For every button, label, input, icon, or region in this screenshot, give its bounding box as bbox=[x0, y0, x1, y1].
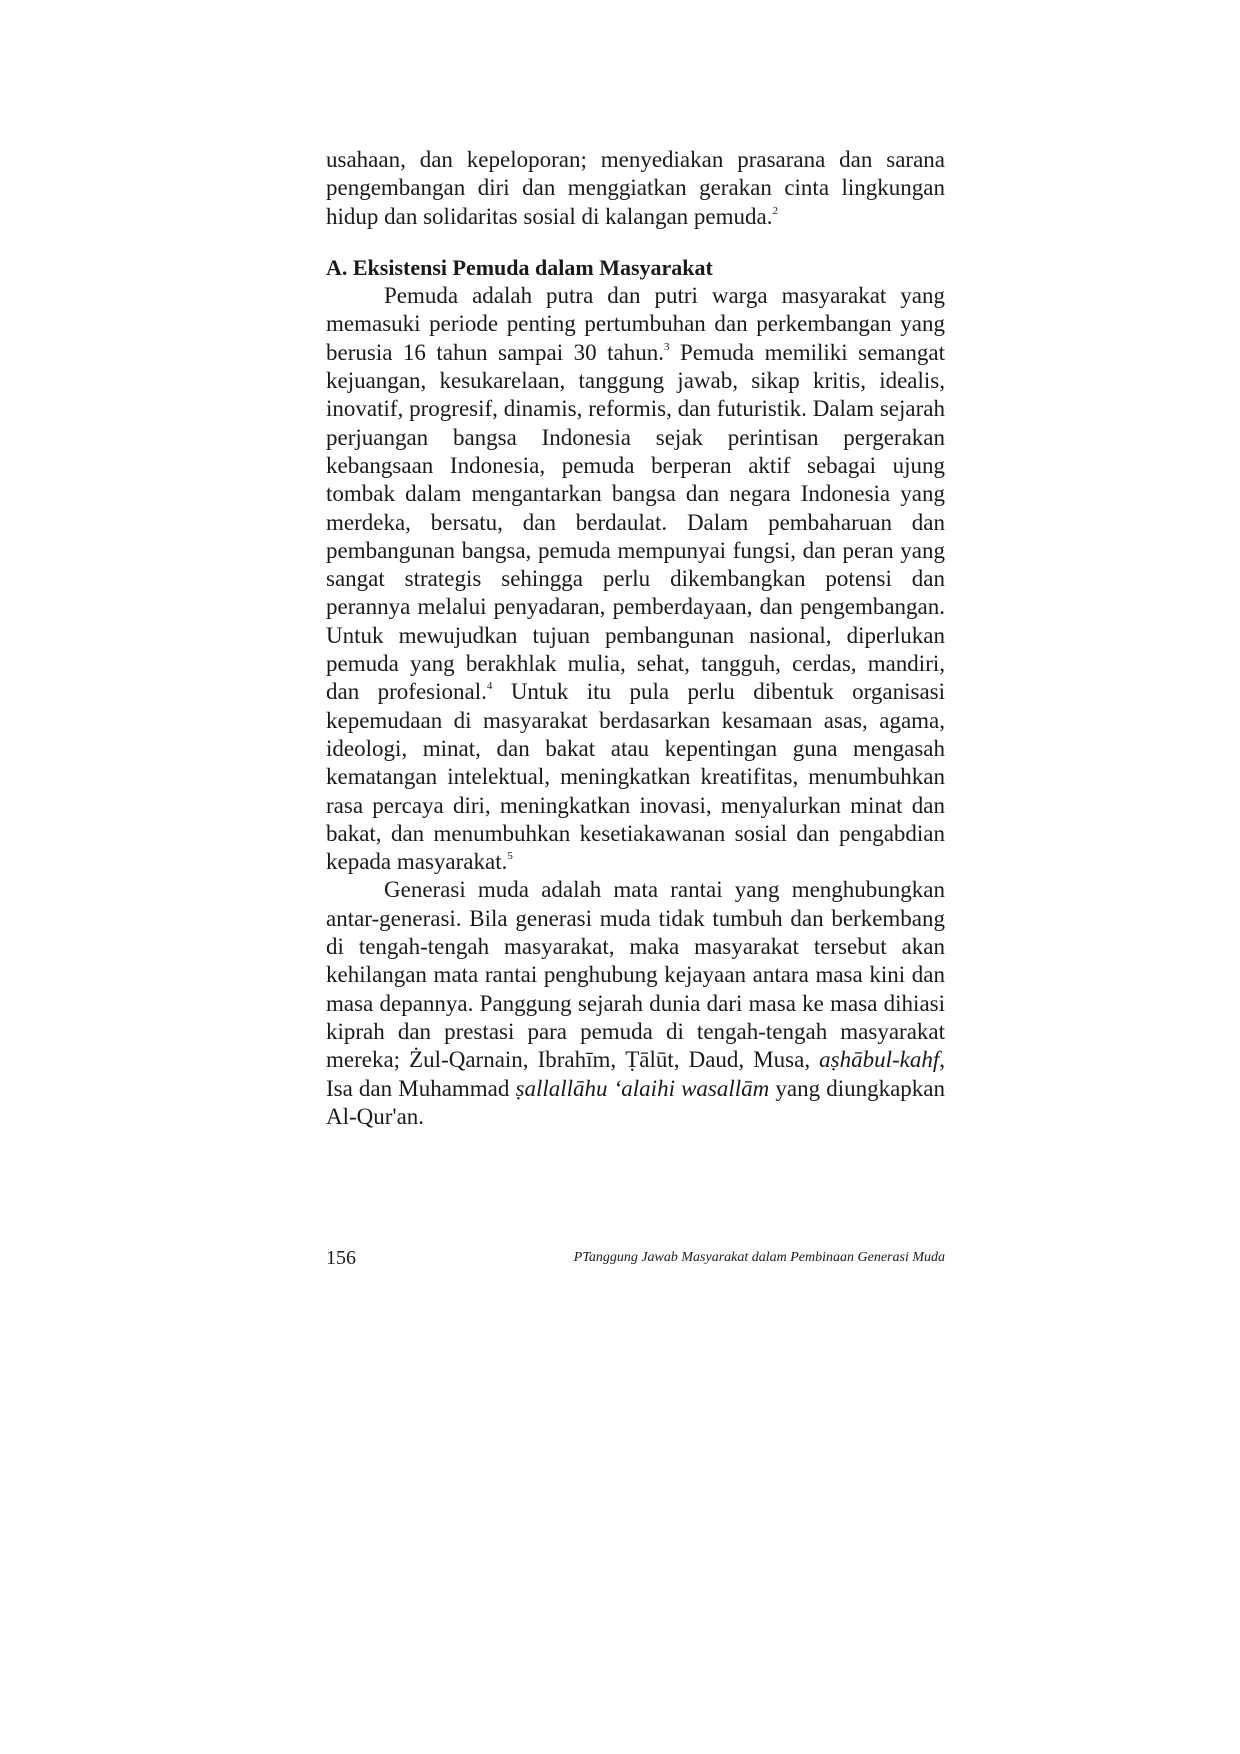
page-footer bbox=[326, 1247, 945, 1271]
footnote-ref-3[interactable]: 3 bbox=[664, 340, 670, 353]
italic-term-sallallahu: ṣallallāhu ‘alaihi wasallām bbox=[515, 1075, 770, 1101]
running-head: PTanggung Jawab Masyarakat dalam Pembinaan Generasi Muda bbox=[573, 1250, 945, 1265]
paragraph-generasi-seg1: Generasi muda adalah mata rantai yang menghubungkan antar-generasi. Bila generasi muda tidak tumbuh dan berkembang di tengah-tengah masyarakat, maka masyarakat tersebut akan kehilangan mata rantai penghubung kejayaan antara masa kini dan masa depannya. Panggung sejarah dunia dari masa ke masa dihiasi kiprah dan prestasi para pemuda di tengah-tengah masyarakat mereka; Żul-Qarnain, Ibrahīm, Ṭālūt, Daud, Musa, bbox=[326, 877, 945, 1073]
footnote-ref-2[interactable]: 2 bbox=[772, 204, 778, 217]
paragraph-pemuda-seg1: Pemuda adalah putra dan putri warga masyarakat yang memasuki periode penting pertumbuhan dan perkembangan yang berusia 16 tahun sampai 30 tahun. bbox=[326, 283, 945, 365]
section-heading: A. Eksistensi Pemuda dalam Masyarakat bbox=[326, 254, 713, 280]
italic-term-ashabul-kahf: aṣhābul-kahf bbox=[819, 1047, 940, 1073]
paragraph-generasi-seg2: , Isa dan Muhammad bbox=[326, 1047, 945, 1101]
paragraph-pemuda-seg3: Untuk itu pula perlu dibentuk organisasi kepemudaan di masyarakat berdasarkan kesamaan asas, agama, ideologi, minat, dan bakat atau kepentingan guna mengasah kematangan intelektual, meningkatkan kreatifitas, menumbuhkan rasa percaya diri, meningkatkan inovasi, menyalurkan minat dan bakat, dan menumbuhkan kesetiakawanan sosial dan pengabdian kepada masyarakat. bbox=[326, 679, 945, 875]
body-text bbox=[326, 146, 945, 1131]
paragraph-generasi-seg3: yang diungkapkan Al-Qur'an. bbox=[326, 1075, 945, 1129]
paragraph-intro bbox=[326, 146, 945, 231]
footnote-ref-5[interactable]: 5 bbox=[507, 850, 513, 863]
paragraph-intro-text: usahaan, dan kepeloporan; menyediakan prasarana dan sarana pengembangan diri dan menggiatkan gerakan cinta lingkungan hidup dan solidaritas sosial di kalangan pemuda. bbox=[326, 147, 945, 229]
paragraph-pemuda-seg2: Pemuda memiliki semangat kejuangan, kesukarelaan, tanggung jawab, sikap kritis, idealis, inovatif, progresif, dinamis, reformis, dan futuristik. Dalam sejarah perjuangan bangsa Indonesia sejak perintisan pergerakan kebangsaan Indonesia, pemuda berperan aktif sebagai ujung tombak dalam mengantarkan bangsa dan negara Indonesia yang merdeka, bersatu, dan berdaulat. Dalam pembaharuan dan pembangunan bangsa, pemuda mempunyai fungsi, dan peran yang sangat strategis sehingga perlu dikembangkan potensi dan perannya melalui penyadaran, pemberdayaan, dan pengembangan. Untuk mewujudkan tujuan pembangunan nasional, diperlukan pemuda yang berakhlak mulia, sehat, tangguh, cerdas, mandiri, dan profesional. bbox=[326, 339, 945, 705]
paragraph-pemuda bbox=[326, 282, 945, 876]
page-number: 156 bbox=[326, 1247, 356, 1269]
footnote-ref-4[interactable]: 4 bbox=[486, 680, 493, 693]
paragraph-generasi bbox=[326, 876, 945, 1131]
